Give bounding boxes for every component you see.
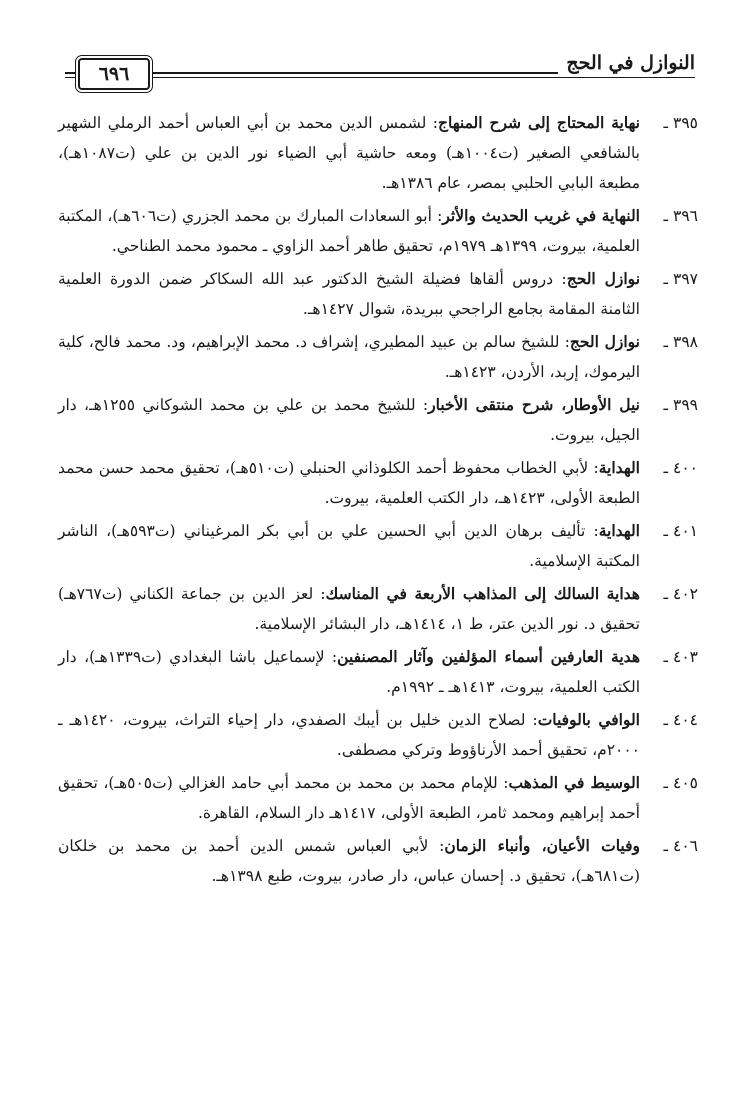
list-item bbox=[58, 642, 698, 702]
entry-title: نوازل الحج bbox=[569, 332, 640, 351]
entry-text: : تأليف برهان الدين أبي الحسين علي بن أبي بكر المرغيناني (ت٥٩٣هـ)، الناشر المكتبة الإسلامية. bbox=[58, 522, 640, 570]
entry-number: ٤٠٢ ـ bbox=[663, 585, 698, 603]
entry-body bbox=[58, 390, 640, 450]
entry-body bbox=[58, 264, 640, 324]
list-item bbox=[58, 831, 698, 891]
entry-text: : لعز الدين بن جماعة الكناني (ت٧٦٧هـ) تحقيق د. نور الدين عتر، ط ١، ١٤١٤هـ، دار البشائر الإسلامية. bbox=[58, 585, 640, 633]
entry-title: نهاية المحتاج إلى شرح المنهاج bbox=[438, 113, 640, 132]
list-item bbox=[58, 327, 698, 387]
list-item bbox=[58, 579, 698, 639]
entry-title: نوازل الحج bbox=[566, 269, 641, 288]
entry-title: وفيات الأعيان، وأنباء الزمان bbox=[444, 836, 640, 855]
list-item bbox=[58, 516, 698, 576]
entry-title: الهداية bbox=[598, 521, 640, 540]
page-title: النوازل في الحج bbox=[558, 52, 695, 74]
list-item bbox=[58, 768, 698, 828]
list-item bbox=[58, 108, 698, 198]
entry-title: الوافي بالوفيات bbox=[537, 710, 640, 729]
header-rule-left bbox=[65, 72, 77, 78]
entry-number: ٤٠٤ ـ bbox=[663, 711, 698, 729]
entry-number: ٣٩٨ ـ bbox=[663, 333, 698, 351]
entry-number: ٣٩٧ ـ bbox=[663, 270, 698, 288]
entry-number: ٣٩٥ ـ bbox=[663, 114, 698, 132]
entry-title: الهداية bbox=[598, 458, 640, 477]
list-item bbox=[58, 453, 698, 513]
entry-text: : دروس ألقاها فضيلة الشيخ الدكتور عبد الله السكاكر ضمن الدورة العلمية الثامنة المقامة بجامع الراجحي ببريدة، شوال ١٤٢٧هـ. bbox=[58, 270, 640, 318]
list-item bbox=[58, 705, 698, 765]
entry-body bbox=[58, 453, 640, 513]
entry-title: نيل الأوطار، شرح منتقى الأخبار bbox=[428, 395, 640, 414]
entry-number: ٤٠٥ ـ bbox=[663, 774, 698, 792]
entry-title: هداية السالك إلى المذاهب الأربعة في المناسك bbox=[325, 584, 640, 603]
entry-text: : لأبي الخطاب محفوظ أحمد الكلوذاني الحنبلي (ت٥١٠هـ)، تحقيق محمد حسن محمد الطبعة الأولى، ١٤٢٣هـ، دار الكتب العلمية، بيروت. bbox=[58, 459, 640, 507]
entry-number: ٣٩٩ ـ bbox=[663, 396, 698, 414]
page-header bbox=[65, 52, 695, 98]
entry-body bbox=[58, 327, 640, 387]
entry-text: : للشيخ محمد بن علي بن محمد الشوكاني ١٢٥٥هـ، دار الجيل، بيروت. bbox=[58, 396, 640, 444]
entry-text: : للإمام محمد بن محمد بن محمد أبي حامد الغزالي (ت٥٠٥هـ)، تحقيق أحمد إبراهيم ومحمد ثامر، الطبعة الأولى، ١٤١٧هـ دار السلام، القاهرة. bbox=[58, 774, 640, 822]
entry-text: : لإسماعيل باشا البغدادي (ت١٣٣٩هـ)، دار الكتب العلمية، بيروت، ١٤١٣هـ ـ ١٩٩٢م. bbox=[58, 648, 640, 696]
entry-body bbox=[58, 108, 640, 198]
entry-number: ٤٠٣ ـ bbox=[663, 648, 698, 666]
page-number: ٦٩٦ bbox=[78, 58, 150, 90]
entry-body bbox=[58, 579, 640, 639]
entry-number: ٤٠٦ ـ bbox=[663, 837, 698, 855]
list-item bbox=[58, 201, 698, 261]
entry-body bbox=[58, 516, 640, 576]
entry-body bbox=[58, 831, 640, 891]
entry-body bbox=[58, 201, 640, 261]
list-item bbox=[58, 390, 698, 450]
entry-title: النهاية في غريب الحديث والأثر bbox=[442, 206, 640, 225]
entry-body bbox=[58, 768, 640, 828]
entry-text: : لأبي العباس شمس الدين أحمد بن محمد بن خلكان (ت٦٨١هـ)، تحقيق د. إحسان عباس، دار صادر، بيروت، طبع ١٣٩٨هـ. bbox=[58, 837, 640, 885]
entry-text: : لشمس الدين محمد بن أبي العباس أحمد الرملي الشهير بالشافعي الصغير (ت١٠٠٤هـ) ومعه حاشية أبي الضياء نور الدين بن علي (ت١٠٨٧هـ)، مطبعة البابي الحلبي بمصر، عام ١٣٨٦هـ. bbox=[58, 114, 640, 192]
entry-text: : لصلاح الدين خليل بن أيبك الصفدي، دار إحياء التراث، بيروت، ١٤٢٠هـ ـ ٢٠٠٠م، تحقيق أحمد الأرناؤوط وتركي مصطفى. bbox=[58, 711, 640, 759]
entry-number: ٤٠٠ ـ bbox=[663, 459, 698, 477]
entry-number: ٣٩٦ ـ bbox=[663, 207, 698, 225]
entry-body bbox=[58, 705, 640, 765]
entry-text: : أبو السعادات المبارك بن محمد الجزري (ت٦٠٦هـ)، المكتبة العلمية، بيروت، ١٣٩٩هـ ١٩٧٩م، تحقيق طاهر أحمد الزاوي ـ محمود محمد الطناحي. bbox=[58, 207, 640, 255]
entry-title: هدية العارفين أسماء المؤلفين وآثار المصنفين bbox=[337, 647, 640, 666]
entry-body bbox=[58, 642, 640, 702]
bibliography-list bbox=[58, 108, 698, 894]
entry-title: الوسيط في المذهب bbox=[508, 773, 640, 792]
entry-text: : للشيخ سالم بن عبيد المطيري، إشراف د. محمد الإبراهيم، ود. محمد فالح، كلية اليرموك، إربد، الأردن، ١٤٢٣هـ. bbox=[58, 333, 640, 381]
entry-number: ٤٠١ ـ bbox=[663, 522, 698, 540]
list-item bbox=[58, 264, 698, 324]
